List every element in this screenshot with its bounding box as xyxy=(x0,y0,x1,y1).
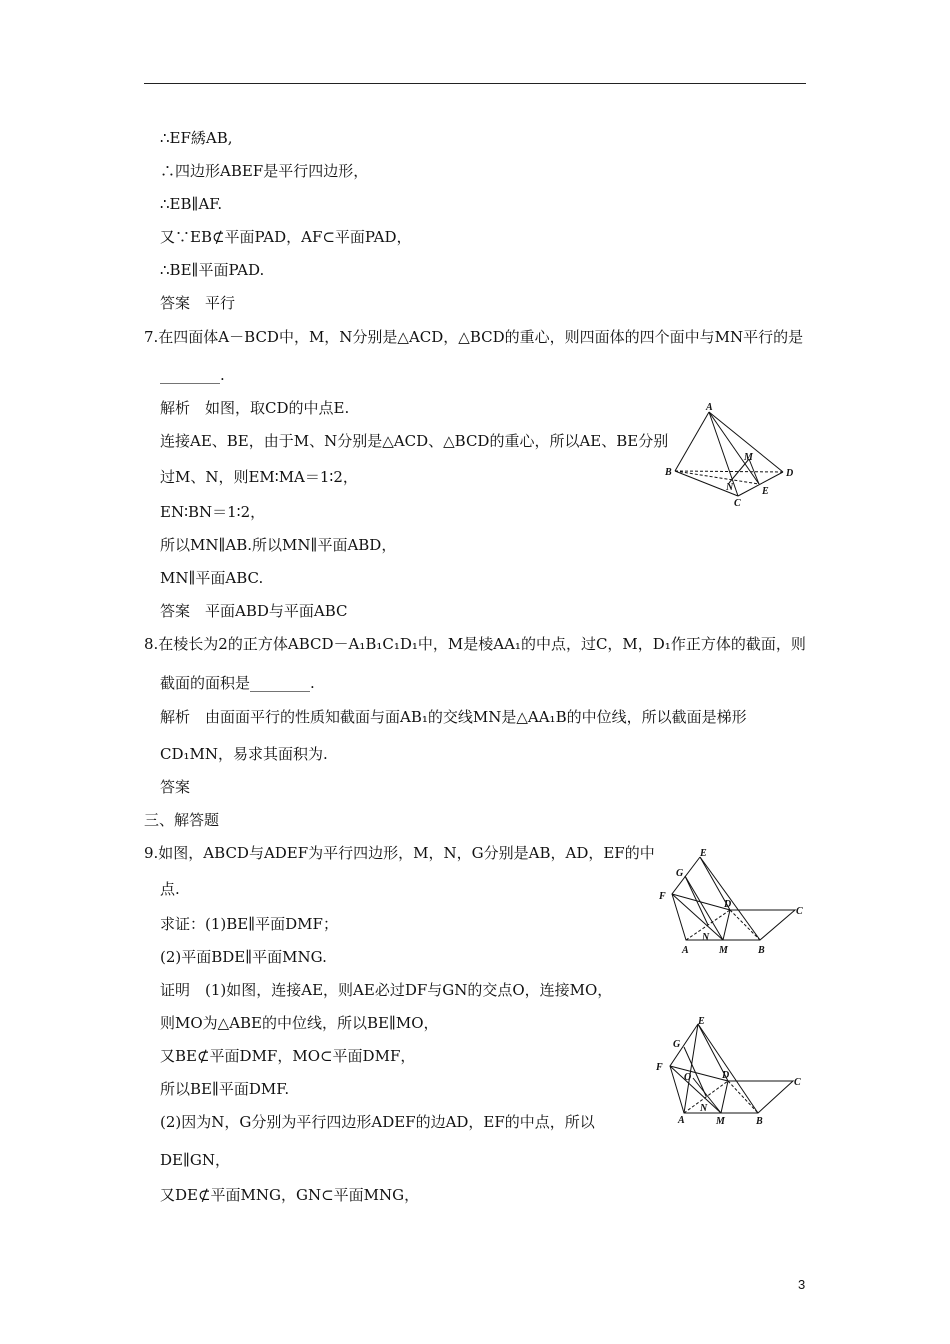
text-line: 又DE⊄平面MNG，GN⊂平面MNG， xyxy=(160,1186,420,1204)
fig1-label-E: E xyxy=(762,486,769,497)
fig3-label-A: A xyxy=(678,1115,685,1126)
text-line: ∴EB∥AF. xyxy=(160,195,223,213)
fig1-label-A: A xyxy=(706,402,713,413)
parallelograms-figure xyxy=(650,843,815,958)
text-line: ∴BE∥平面PAD. xyxy=(160,261,265,279)
text-line: ∴四边形ABEF是平行四边形， xyxy=(160,162,369,180)
fig3-label-C: C xyxy=(794,1077,801,1088)
text-line: 证明 (1)如图，连接AE，则AE必过DF与GN的交点O，连接MO， xyxy=(160,981,613,999)
fig3-label-B: B xyxy=(756,1116,763,1127)
text-line: 所以BE∥平面DMF. xyxy=(160,1080,290,1098)
fig2-label-N: N xyxy=(702,932,710,943)
text-line: EN∶BN＝1∶2， xyxy=(160,503,266,521)
fig3-label-E: E xyxy=(698,1016,705,1027)
fig2-label-B: B xyxy=(758,945,765,956)
fig1-label-B: B xyxy=(665,467,672,478)
fig3-label-N: N xyxy=(700,1103,708,1114)
fig3-label-G: G xyxy=(673,1039,681,1050)
text-line: 点. xyxy=(160,880,180,898)
fig2-label-G: G xyxy=(676,868,684,879)
text-line: 连接AE、BE，由于M、N分别是△ACD、△BCD的重心，所以AE、BE分别 xyxy=(160,432,669,450)
header-rule xyxy=(144,83,806,84)
text-line: 截面的面积是________. xyxy=(160,674,315,692)
fig2-label-M: M xyxy=(719,945,728,956)
tetrahedron-figure xyxy=(655,400,805,515)
text-line: 则MO为△ABE的中位线，所以BE∥MO， xyxy=(160,1014,439,1032)
fig1-label-N: N xyxy=(726,482,734,493)
text-line: 解析 由面面平行的性质知截面与面AB₁的交线MN是△AA₁B的中位线，所以截面是梯形 xyxy=(160,708,747,726)
text-line: 答案 平行 xyxy=(160,294,236,312)
text-line: 答案 平面ABD与平面ABC xyxy=(160,602,348,620)
text-line: DE∥GN， xyxy=(160,1151,231,1169)
text-line: 又∵EB⊄平面PAD，AF⊂平面PAD， xyxy=(160,228,412,246)
text-line: 过M、N，则EM∶MA＝1∶2， xyxy=(160,468,358,486)
text-line: 解析 如图，取CD的中点E. xyxy=(160,399,350,417)
fig3-label-M: M xyxy=(716,1116,725,1127)
fig1-label-D: D xyxy=(786,468,794,479)
text-line: 7.在四面体A－BCD中，M，N分别是△ACD，△BCD的重心，则四面体的四个面中与MN平行的是 xyxy=(144,328,804,346)
fig2-label-D: D xyxy=(724,899,732,910)
text-line: CD₁MN，易求其面积为. xyxy=(160,745,328,763)
text-line: 所以MN∥AB.所以MN∥平面ABD， xyxy=(160,536,397,554)
fig3-label-F: F xyxy=(656,1062,663,1073)
fig2-label-E: E xyxy=(700,848,707,859)
fig2-label-F: F xyxy=(659,891,666,902)
text-line: 求证：(1)BE∥平面DMF； xyxy=(160,915,338,933)
fig3-label-O: O xyxy=(684,1072,692,1083)
fig2-label-C: C xyxy=(796,906,803,917)
text-line: 9.如图，ABCD与ADEF为平行四边形，M，N，G分别是AB，AD，EF的中 xyxy=(144,844,655,862)
text-line: ________. xyxy=(160,366,225,384)
parallelograms-with-o-figure xyxy=(648,1014,813,1129)
text-line: 8.在棱长为2的正方体ABCD－A₁B₁C₁D₁中，M是棱AA₁的中点，过C，M，D₁作正方体的截面，则 xyxy=(144,635,806,653)
page-number: 3 xyxy=(798,1277,806,1292)
text-line: (2)因为N，G分别为平行四边形ADEF的边AD，EF的中点，所以 xyxy=(160,1113,595,1131)
fig3-label-D: D xyxy=(722,1070,730,1081)
fig1-label-C: C xyxy=(734,498,741,509)
fig1-label-M: M xyxy=(744,452,753,463)
fig2-label-A: A xyxy=(682,945,689,956)
text-line: MN∥平面ABC. xyxy=(160,569,264,587)
text-line: 三、解答题 xyxy=(144,811,220,829)
text-line: (2)平面BDE∥平面MNG. xyxy=(160,948,327,966)
text-line: 又BE⊄平面DMF，MO⊂平面DMF， xyxy=(160,1047,416,1065)
text-line: ∴EF綉AB, xyxy=(160,129,233,147)
text-line: 答案 xyxy=(160,778,191,796)
